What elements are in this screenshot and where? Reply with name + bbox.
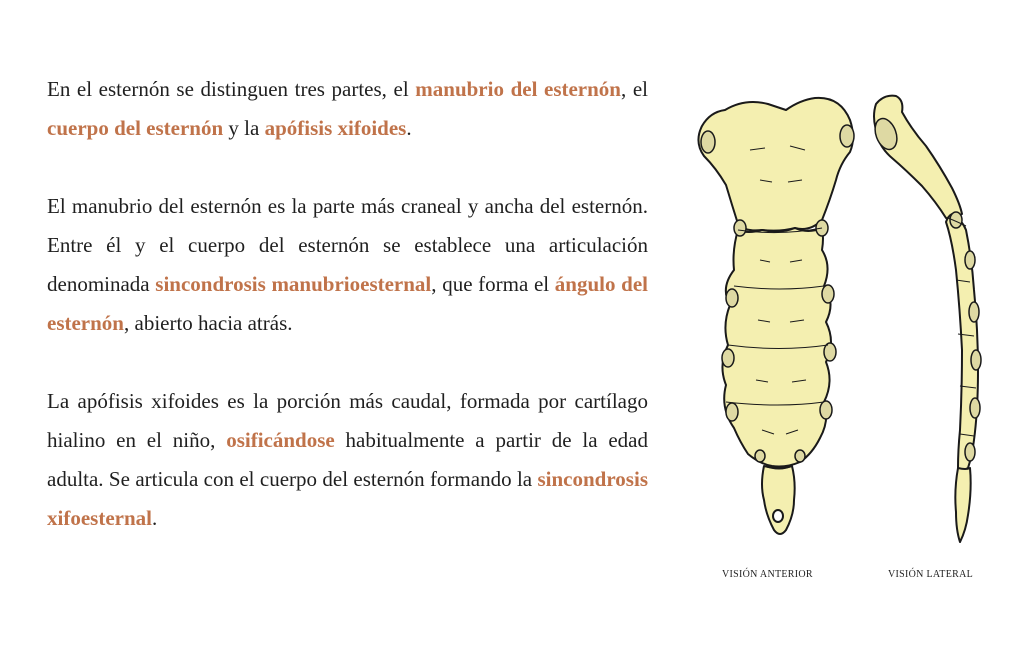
anatomical-term: sincondrosis manubrioesternal: [155, 272, 432, 296]
anatomical-term: ángulo del esternón: [47, 272, 648, 335]
sternum-anterior-view: [698, 98, 854, 534]
lateral-xiphoid-shape: [955, 468, 970, 542]
manubrium-shape: [698, 98, 853, 231]
anatomical-term: sincondrosis xifoesternal: [47, 467, 648, 530]
paragraph-xiphoid: [47, 382, 648, 538]
text-segment: En el esternón se distinguen tres partes, el: [47, 77, 416, 101]
text-segment: .: [151, 506, 158, 530]
anatomical-term: osificándose: [226, 428, 335, 452]
sternum-illustration: [690, 90, 1010, 560]
text-segment: La apófisis xifoides es la porción más caudal, formada por cartílago hialino en el niño,: [47, 389, 648, 452]
text-segment: .: [406, 116, 412, 140]
text-segment: y la: [223, 116, 265, 140]
anatomical-term: apófisis xifoides: [264, 116, 407, 140]
text-segment: habitualmente a partir de la edad adulta. Se articula con el cuerpo del esternón formando la: [47, 428, 649, 491]
text-segment: , abierto hacia atrás.: [124, 311, 293, 335]
text-segment: El manubrio del esternón es la parte más craneal y ancha del esternón. Entre él y el cuerpo del esternón se establece una articulación denominada: [47, 194, 648, 296]
paragraph-parts: [47, 70, 648, 148]
sternum-lateral-view: [871, 96, 981, 542]
body-shape: [722, 228, 831, 467]
anatomical-term: cuerpo del esternón: [47, 116, 224, 140]
text-segment: , el: [621, 77, 649, 101]
anatomical-term: manubrio del esternón: [415, 77, 621, 101]
lateral-manubrium-shape: [874, 96, 962, 219]
xiphoid-shape: [762, 466, 795, 534]
article-text: [47, 70, 648, 577]
paragraph-manubrium: [47, 187, 648, 343]
caption-anterior-view: VISIÓN ANTERIOR: [722, 569, 813, 580]
caption-lateral-view: VISIÓN LATERAL: [888, 569, 974, 580]
text-segment: , que forma el: [431, 272, 555, 296]
xiphoid-foramen: [773, 510, 783, 522]
